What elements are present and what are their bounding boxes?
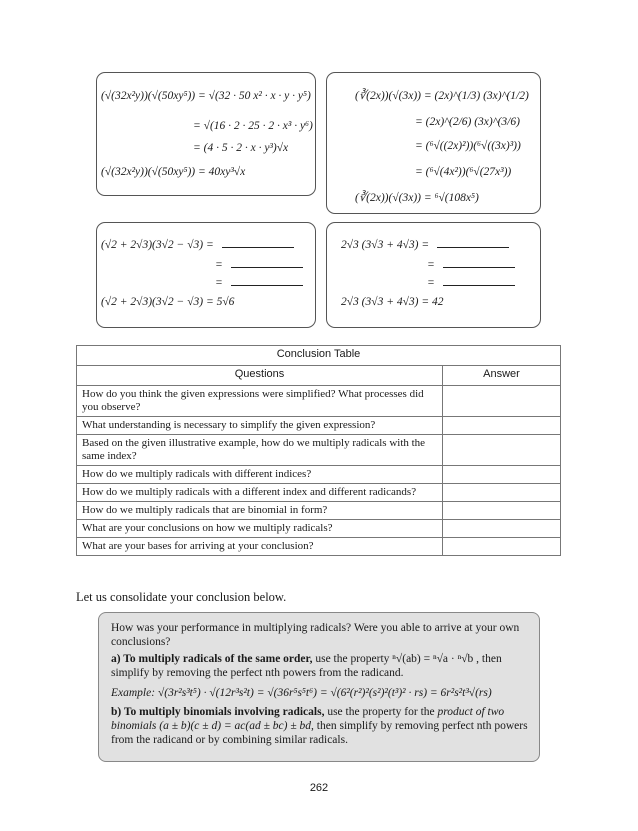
exercise-box-3 [96, 222, 316, 328]
question-cell: How do you think the given expressions were simplified? What processes did you observe? [77, 386, 443, 417]
box2-line-1: (∛(2x))(√(3x)) = (2x)^(1/3) (3x)^(1/2) [355, 90, 529, 102]
column-header-answer: Answer [443, 366, 561, 386]
rule-b [111, 705, 529, 747]
table-row [77, 538, 561, 556]
conclusion-table [76, 345, 561, 556]
rule-a-text: use the property ⁿ√(ab) = ⁿ√a · ⁿ√b , then simplify by removing the perfect nth powers from the radicand. [111, 653, 502, 679]
rule-a [111, 652, 529, 680]
rule-b-text-1: use the property for the [324, 706, 438, 718]
answer-cell[interactable] [443, 520, 561, 538]
question-cell: What are your conclusions on how we multiply radicals? [77, 520, 443, 538]
example-box-2 [326, 72, 541, 214]
answer-blank[interactable] [231, 275, 303, 286]
table-row [77, 435, 561, 466]
exercise-box-4 [326, 222, 541, 328]
rule-b-label: b) To multiply binomials involving radicals, [111, 706, 325, 718]
box1-line-3: = (4 · 5 · 2 · x · y³)√x [193, 142, 289, 154]
box3-line-1: (√2 + 2√3)(3√2 − √3) = [101, 237, 294, 252]
box3-line-4: (√2 + 2√3)(3√2 − √3) = 5√6 [101, 296, 235, 308]
answer-cell[interactable] [443, 484, 561, 502]
rule-a-label: a) To multiply radicals of the same order, [111, 653, 313, 665]
page-number: 262 [309, 782, 329, 794]
box3-line-2: = [215, 257, 303, 272]
box2-line-2: = (2x)^(2/6) (3x)^(3/6) [415, 116, 520, 128]
box1-line-4: (√(32x²y))(√(50xy⁵)) = 40xy³√x [101, 166, 246, 178]
answer-cell[interactable] [443, 386, 561, 417]
box4-line-4: 2√3 (3√3 + 4√3) = 42 [341, 296, 444, 308]
example-box-1 [96, 72, 316, 196]
answer-cell[interactable] [443, 417, 561, 435]
answer-cell[interactable] [443, 502, 561, 520]
box2-line-3: = (⁶√((2x)²))(⁶√((3x)³)) [415, 140, 521, 152]
table-row [77, 417, 561, 435]
question-cell: How do we multiply radicals with different indices? [77, 466, 443, 484]
table-row [77, 502, 561, 520]
box4-line-3: = [427, 275, 515, 290]
answer-cell[interactable] [443, 538, 561, 556]
question-cell: What understanding is necessary to simplify the given expression? [77, 417, 443, 435]
question-cell: How do we multiply radicals with a different index and different radicands? [77, 484, 443, 502]
consolidate-lead: Let us consolidate your conclusion below. [76, 590, 287, 604]
answer-blank[interactable] [231, 257, 303, 268]
table-row [77, 520, 561, 538]
consolidation-box [98, 612, 540, 762]
consolidation-intro: How was your performance in multiplying radicals? Were you able to arrive at your own conclusions? [111, 622, 520, 648]
question-cell: What are your bases for arriving at your conclusion? [77, 538, 443, 556]
box2-line-5: (∛(2x))(√(3x)) = ⁶√(108x⁵) [355, 192, 479, 204]
box1-line-2: = √(16 · 2 · 25 · 2 · x³ · y⁶) [193, 120, 313, 132]
question-cell: Based on the given illustrative example, how do we multiply radicals with the same index? [77, 435, 443, 466]
example-line: Example: √(3r²s³t⁵) · √(12r³s²t) = √(36r⁵s⁵t⁶) = √(6²(r²)²(s²)²(t³)² · rs) = 6r²s²t³√(rs) [111, 687, 492, 699]
rule-b-italic: product of two binomials (a ± b)(c ± d) = ac(ad ± bc) ± bd, [111, 706, 505, 732]
rule-b-text-2: then simplify by removing perfect nth powers from the radicand or by combining similar radicals. [111, 720, 528, 746]
box4-line-1: 2√3 (3√3 + 4√3) = [341, 237, 509, 252]
box4-line-2: = [427, 257, 515, 272]
answer-cell[interactable] [443, 435, 561, 466]
answer-blank[interactable] [443, 275, 515, 286]
table-title: Conclusion Table [77, 346, 561, 366]
answer-cell[interactable] [443, 466, 561, 484]
table-row [77, 386, 561, 417]
box3-line-3: = [215, 275, 303, 290]
box2-line-4: = (⁶√(4x²))(⁶√(27x³)) [415, 166, 512, 178]
table-row [77, 484, 561, 502]
column-header-questions: Questions [77, 366, 443, 386]
box1-line-1: (√(32x²y))(√(50xy⁵)) = √(32 · 50 x² · x · y · y⁵) [101, 90, 311, 102]
table-row [77, 466, 561, 484]
answer-blank[interactable] [222, 237, 294, 248]
answer-blank[interactable] [437, 237, 509, 248]
question-cell: How do we multiply radicals that are binomial in form? [77, 502, 443, 520]
answer-blank[interactable] [443, 257, 515, 268]
